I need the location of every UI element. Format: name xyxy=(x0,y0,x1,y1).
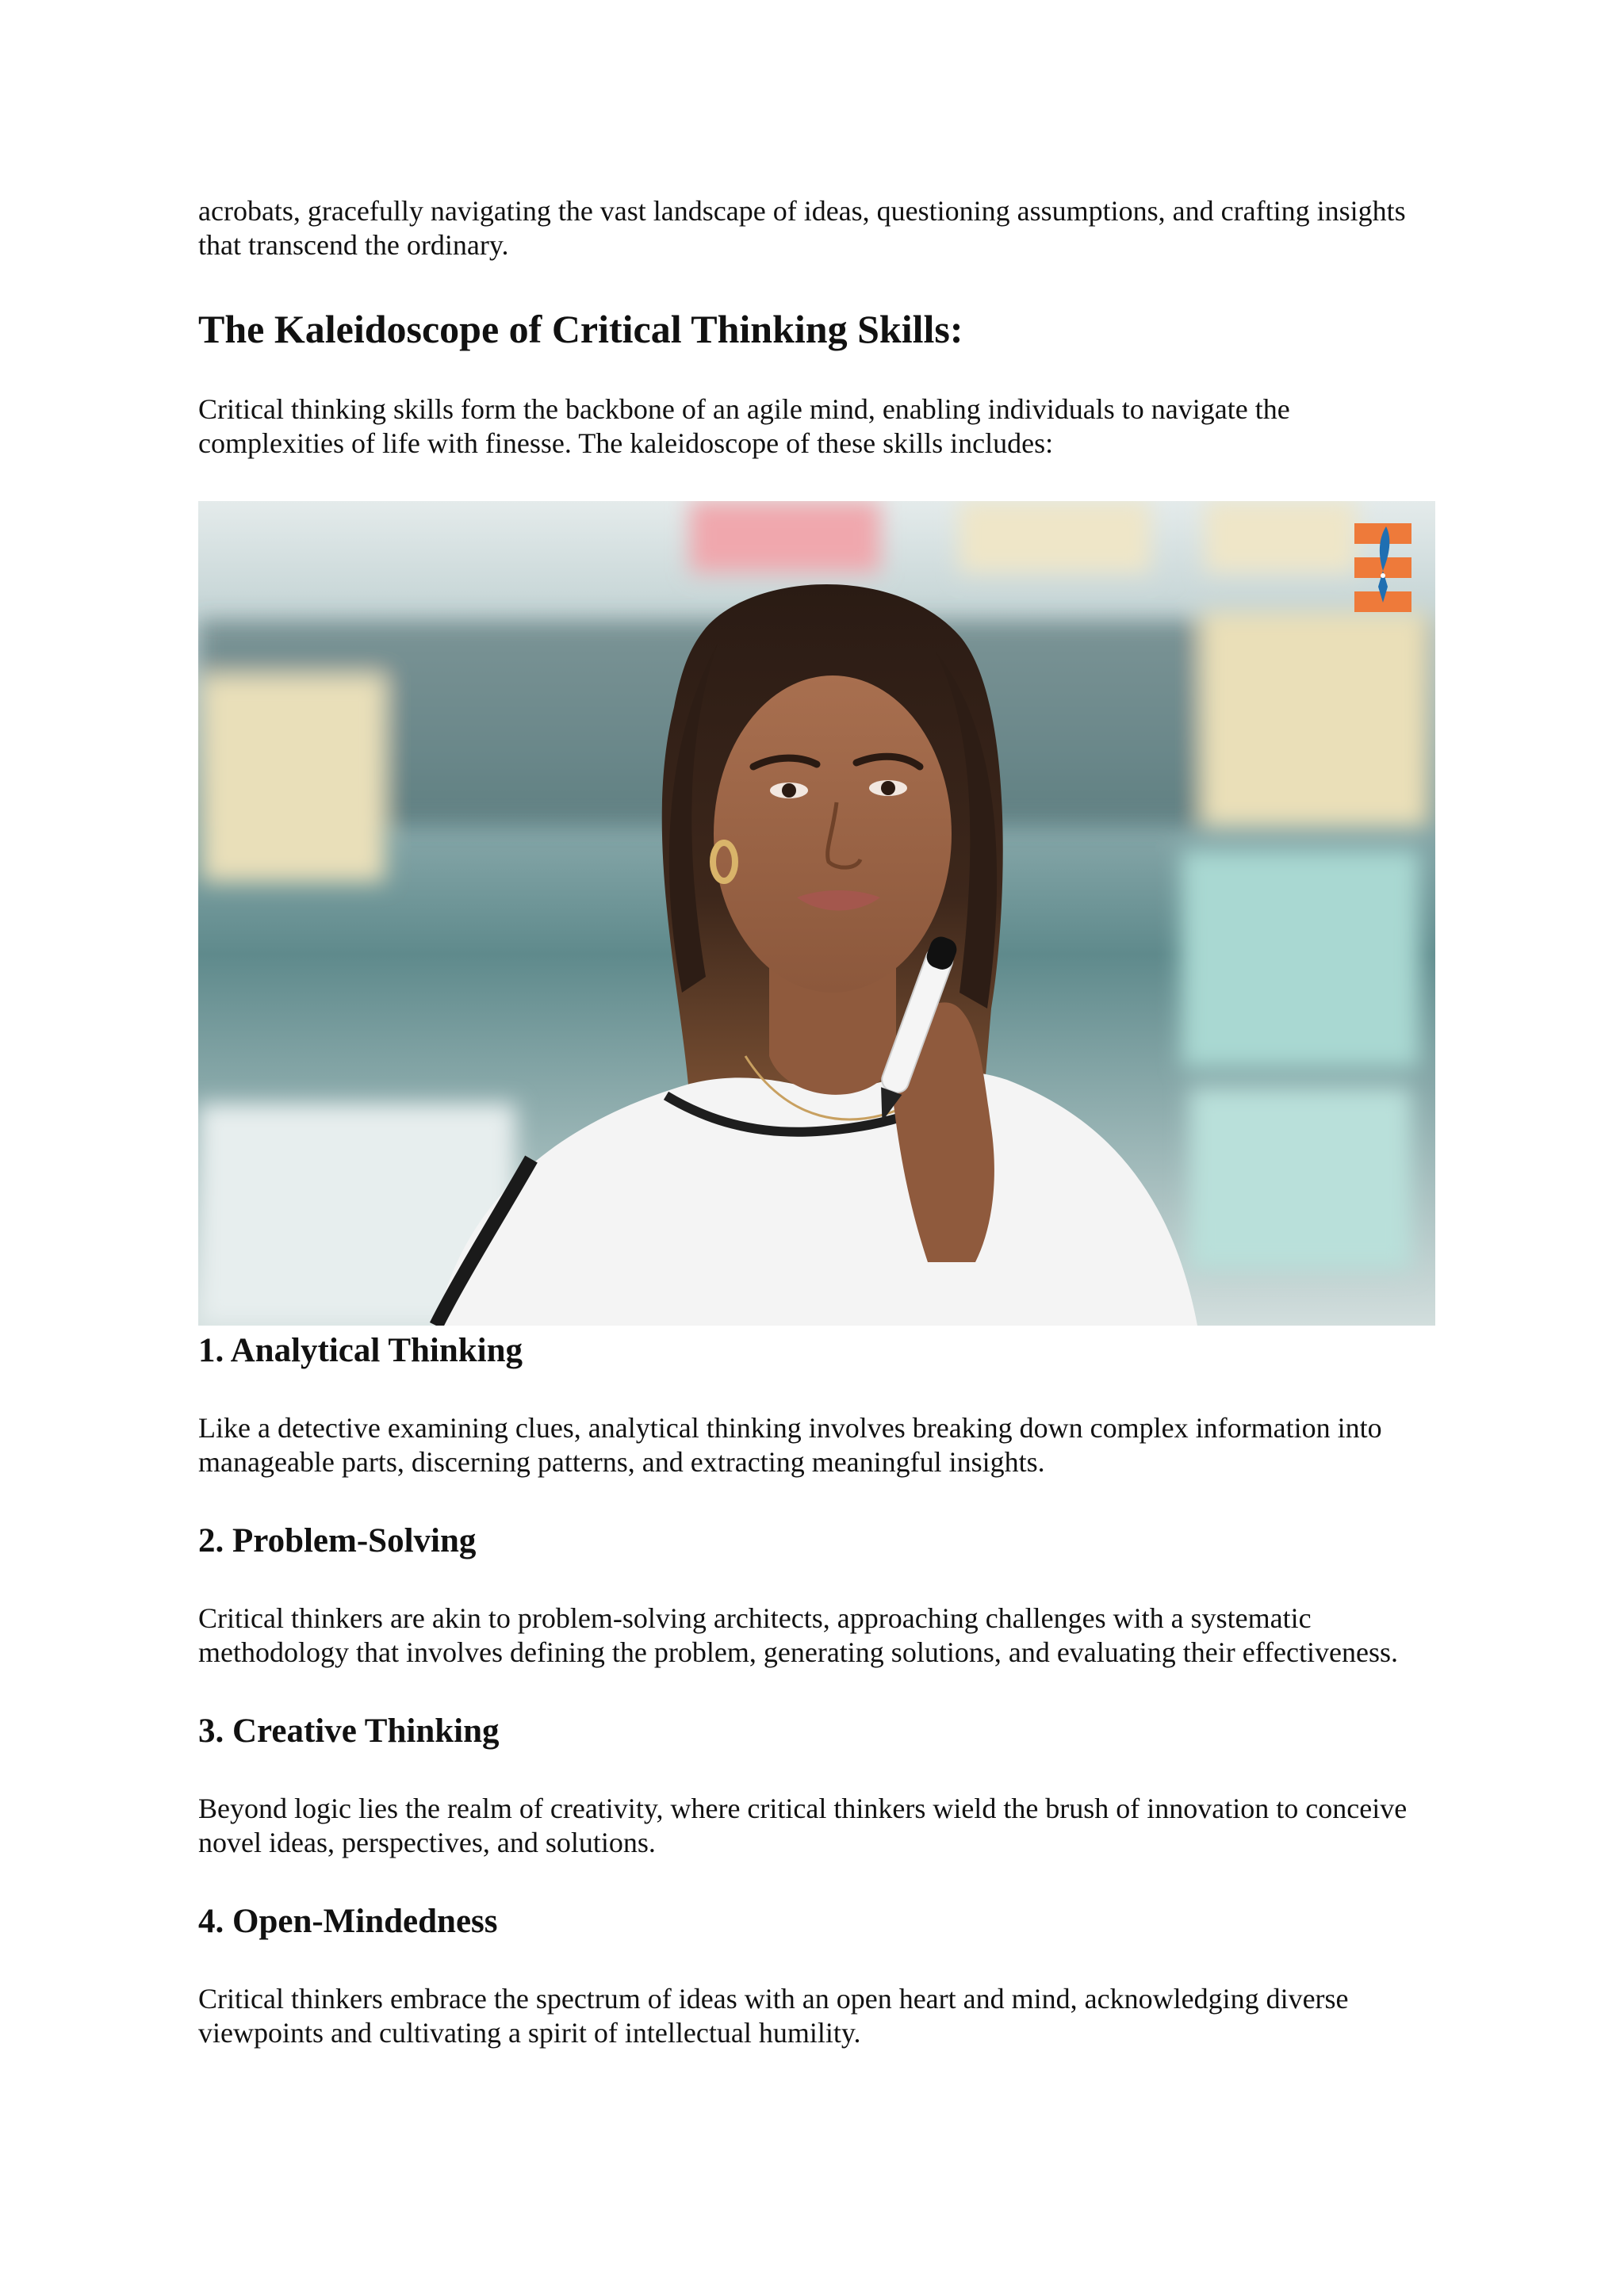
skill-text-creative-thinking: Beyond logic lies the realm of creativity, where critical thinkers wield the brush of innovation to conceive novel ideas, perspectives, and solutions. xyxy=(198,1793,1408,1858)
photo-illustration xyxy=(198,501,1435,1326)
skill-heading-creative-thinking: 3. Creative Thinking xyxy=(198,1712,500,1750)
skill-text-analytical-thinking: Like a detective examining clues, analytical thinking involves breaking down complex information into manageable parts, discerning patterns, and extracting meaningful insights. xyxy=(198,1412,1382,1478)
section-heading: The Kaleidoscope of Critical Thinking Skills: xyxy=(198,307,963,351)
intro-paragraph: acrobats, gracefully navigating the vast landscape of ideas, questioning assumptions, and crafting insights that transcend the ordinary. xyxy=(198,195,1406,261)
woman-thinking-photo xyxy=(198,501,1435,1326)
section-lead-paragraph: Critical thinking skills form the backbone of an agile mind, enabling individuals to navigate the complexities of life with finesse. The kaleidoscope of these skills includes: xyxy=(198,393,1290,459)
skill-heading-problem-solving: 2. Problem-Solving xyxy=(198,1522,477,1559)
skill-heading-analytical-thinking: 1. Analytical Thinking xyxy=(198,1332,523,1369)
skill-heading-open-mindedness: 4. Open-Mindedness xyxy=(198,1903,498,1940)
skill-text-problem-solving: Critical thinkers are akin to problem-solving architects, approaching challenges with a systematic methodology that involves defining the problem, generating solutions, and evaluating their effectiveness. xyxy=(198,1602,1398,1668)
pen-nib-logo-icon xyxy=(1354,523,1411,612)
skill-text-open-mindedness: Critical thinkers embrace the spectrum of ideas with an open heart and mind, acknowledging diverse viewpoints and cultivating a spirit of intellectual humility. xyxy=(198,1983,1349,2049)
